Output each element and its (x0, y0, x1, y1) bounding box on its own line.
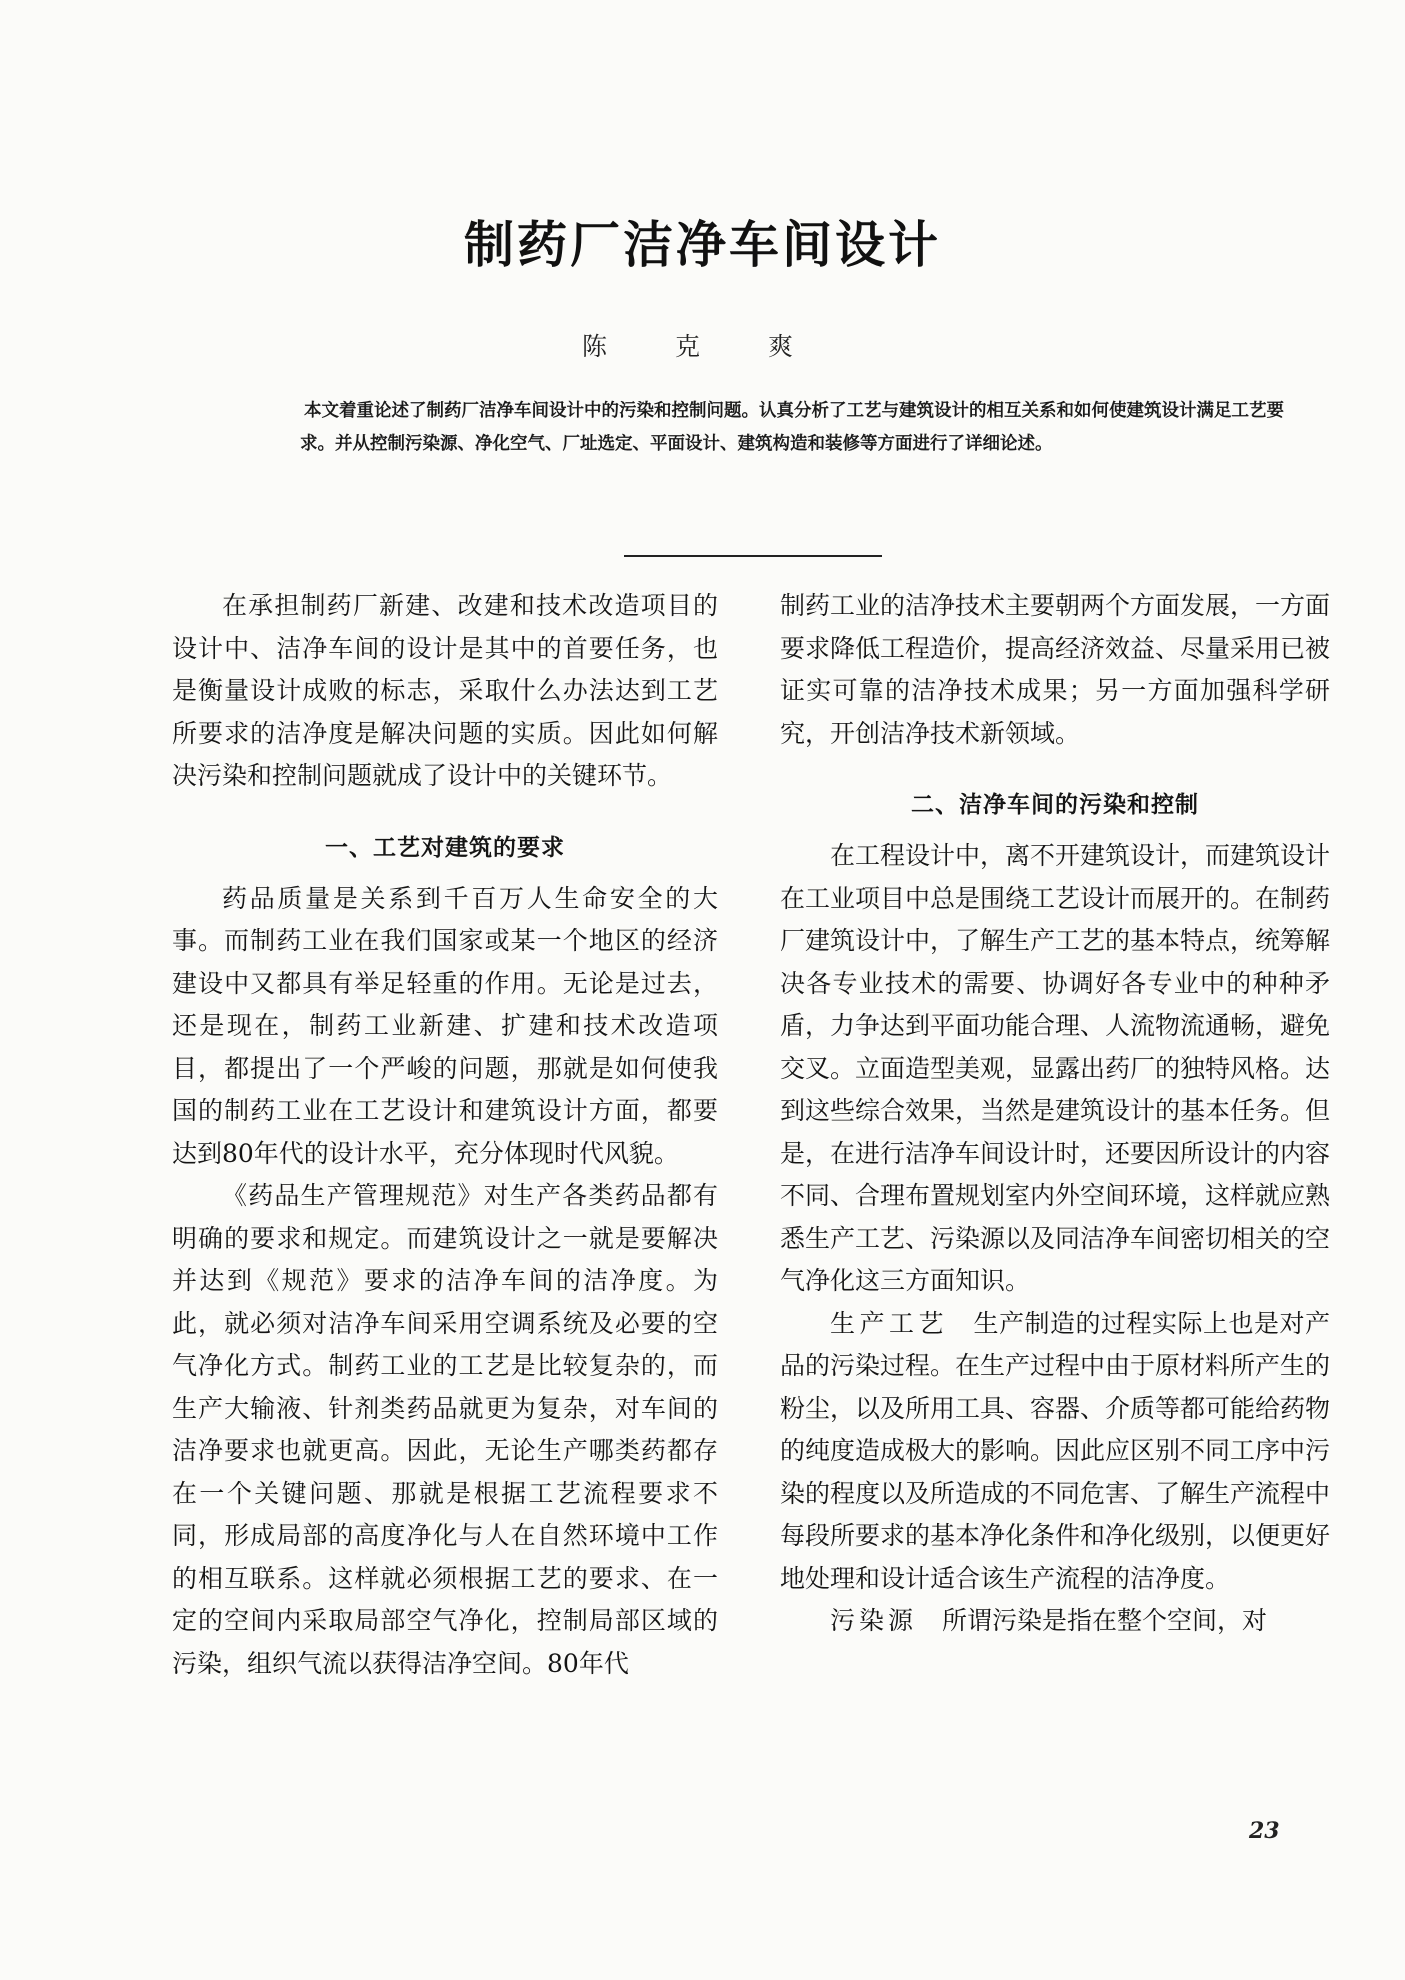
body-paragraph: 在工程设计中，离不开建筑设计，而建筑设计在工业项目中总是围绕工艺设计而展开的。在制药厂建筑设计中，了解生产工艺的基本特点，统筹解决各专业技术的需要、协调好各专业中的种种矛盾，力争达到平面功能合理、人流物流通畅，避免交叉。立面造型美观，显露出药厂的独特风格。达到这些综合效果，当然是建筑设计的基本任务。但是，在进行洁净车间设计时，还要因所设计的内容不同、合理布置规划室内外空间环境，这样就应熟悉生产工艺、污染源以及同洁净车间密切相关的空气净化这三方面知识。 (780, 841, 1331, 1295)
left-column (172, 585, 718, 1685)
author-name: 陈 克 爽 (582, 332, 823, 361)
section-heading-2: 二、洁净车间的污染和控制 (911, 792, 1199, 818)
runin-heading: 污染源 (830, 1606, 918, 1635)
runin-heading: 生产工艺 (830, 1308, 948, 1338)
body-paragraph (780, 1600, 1330, 1643)
paragraph-text: 所谓污染是指在整个空间，对 (942, 1606, 1268, 1635)
divider-rule (624, 555, 882, 557)
paper-title: 制药厂洁净车间设计 (464, 216, 941, 274)
paragraph-text: 生产制造的过程实际上也是对产品的污染过程。在生产过程中由于原材料所产生的粉尘，以及所用工具、容器、介质等都可能给药物的纯度造成极大的影响。因此应区别不同工序中污染的程度以及所造成的不同危害、了解生产流程中每段所要求的基本净化条件和净化级别，以便更好地处理和设计适合该生产流程的洁净度。 (780, 1308, 1331, 1593)
abstract: 本文着重论述了制药厂洁净车间设计中的污染和控制问题。认真分析了工艺与建筑设计的相互关系和如何使建筑设计满足工艺要求。并从控制污染源、净化空气、厂址选定、平面设计、建筑构造和装修等方面进行了详细论述。 (300, 401, 1284, 454)
right-column (780, 585, 1330, 1643)
body-paragraph: 药品质量是关系到千百万人生命安全的大事。而制药工业在我们国家或某一个地区的经济建设中又都具有举足轻重的作用。无论是过去，还是现在，制药工业新建、扩建和技术改造项目，都提出了一个严峻的问题，那就是如何使我国的制药工业在工艺设计和建筑设计方面，都要达到80年代的设计水平，充分体现时代风貌。 (172, 883, 718, 1168)
continued-paragraph: 制药工业的洁净技术主要朝两个方面发展，一方面要求降低工程造价，提高经济效益、尽量采用已被证实可靠的洁净技术成果；另一方面加强科学研究，开创洁净技术新领域。 (780, 591, 1331, 748)
section-heading-1: 一、工艺对建筑的要求 (325, 834, 565, 861)
intro-paragraph: 在承担制药厂新建、改建和技术改造项目的设计中、洁净车间的设计是其中的首要任务，也是衡量设计成败的标志，采取什么办法达到工艺所要求的洁净度是解决问题的实质。因此如何解决污染和控制问题就成了设计中的关键环节。 (172, 591, 718, 790)
page-number: 23 (1249, 1818, 1280, 1844)
body-paragraph: 《药品生产管理规范》对生产各类药品都有明确的要求和规定。而建筑设计之一就是要解决并达到《规范》要求的洁净车间的洁净度。为此，就必须对洁净车间采用空调系统及必要的空气净化方式。制药工业的工艺是比较复杂的，而生产大输液、针剂类药品就更为复杂，对车间的洁净要求也就更高。因此，无论生产哪类药都存在一个关键问题、那就是根据工艺流程要求不同，形成局部的高度净化与人在自然环境中工作的相互联系。这样就必须根据工艺的要求、在一定的空间内采取局部空气净化，控制局部区域的污染，组织气流以获得洁净空间。80年代 (172, 1181, 718, 1678)
body-paragraph (780, 1303, 1330, 1601)
